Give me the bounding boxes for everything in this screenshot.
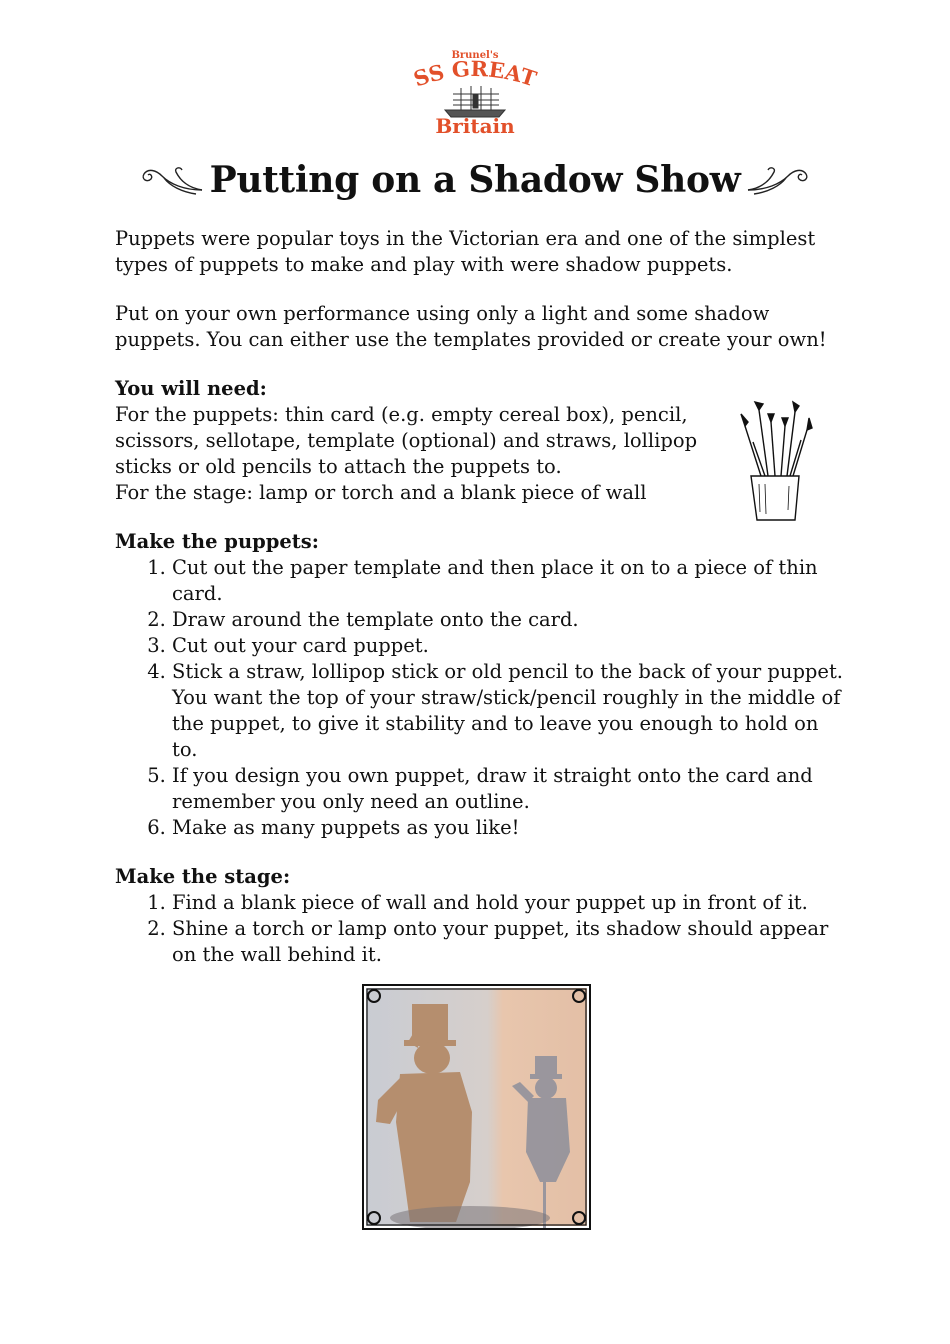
- puppets-materials: For the puppets: thin card (e.g. empty cereal box), pencil, scissors, sellotape, template (optional) and straws, lollipop sticks or old pencils to attach the puppets to.: [115, 403, 698, 478]
- logo-line1: SS GREAT: [410, 55, 540, 92]
- left-flourish-icon: [134, 160, 204, 200]
- title-row: [0, 150, 950, 210]
- shadow-puppet-photo: [360, 982, 593, 1232]
- worksheet-body: [115, 226, 845, 968]
- list-item: 2. Shine a torch or lamp onto your puppet, its shadow should appear on the wall behind it.: [172, 916, 845, 968]
- ss-great-britain-logo: [405, 44, 545, 136]
- make-puppets-heading: Make the puppets:: [115, 530, 319, 553]
- list-item: 1. Cut out the paper template and then place it on to a piece of thin card.: [172, 555, 845, 607]
- you-will-need-heading: You will need:: [115, 377, 267, 400]
- list-item: 2. Draw around the template onto the card.: [172, 607, 845, 633]
- stage-materials: For the stage: lamp or torch and a blank piece of wall: [115, 481, 647, 504]
- brush-pot-icon: [735, 400, 815, 524]
- make-stage-heading: Make the stage:: [115, 865, 291, 888]
- list-item: 1. Find a blank piece of wall and hold your puppet up in front of it.: [172, 890, 845, 916]
- make-puppets-steps: [115, 555, 845, 841]
- make-stage-steps: [115, 890, 845, 968]
- page-title: Putting on a Shadow Show: [209, 159, 741, 201]
- logo-line2: Britain: [435, 114, 515, 136]
- list-item: 5. If you design you own puppet, draw it straight onto the card and remember you only need an outline.: [172, 763, 845, 815]
- ship-icon: [445, 86, 505, 117]
- list-item: 4. Stick a straw, lollipop stick or old pencil to the back of your puppet. You want the top of your straw/stick/pencil roughly in the middle of the puppet, to give it stability and to leave you enough to hold on to.: [172, 659, 845, 763]
- intro-paragraph-1: Puppets were popular toys in the Victorian era and one of the simplest types of puppets to make and play with were shadow puppets.: [115, 227, 816, 276]
- logo-small-text: Brunel's: [451, 50, 499, 61]
- intro-paragraph-2: Put on your own performance using only a light and some shadow puppets. You can either use the templates provided or create your own!: [115, 302, 827, 351]
- right-flourish-icon: [746, 160, 816, 200]
- list-item: 3. Cut out your card puppet.: [172, 633, 845, 659]
- list-item: 6. Make as many puppets as you like!: [172, 815, 845, 841]
